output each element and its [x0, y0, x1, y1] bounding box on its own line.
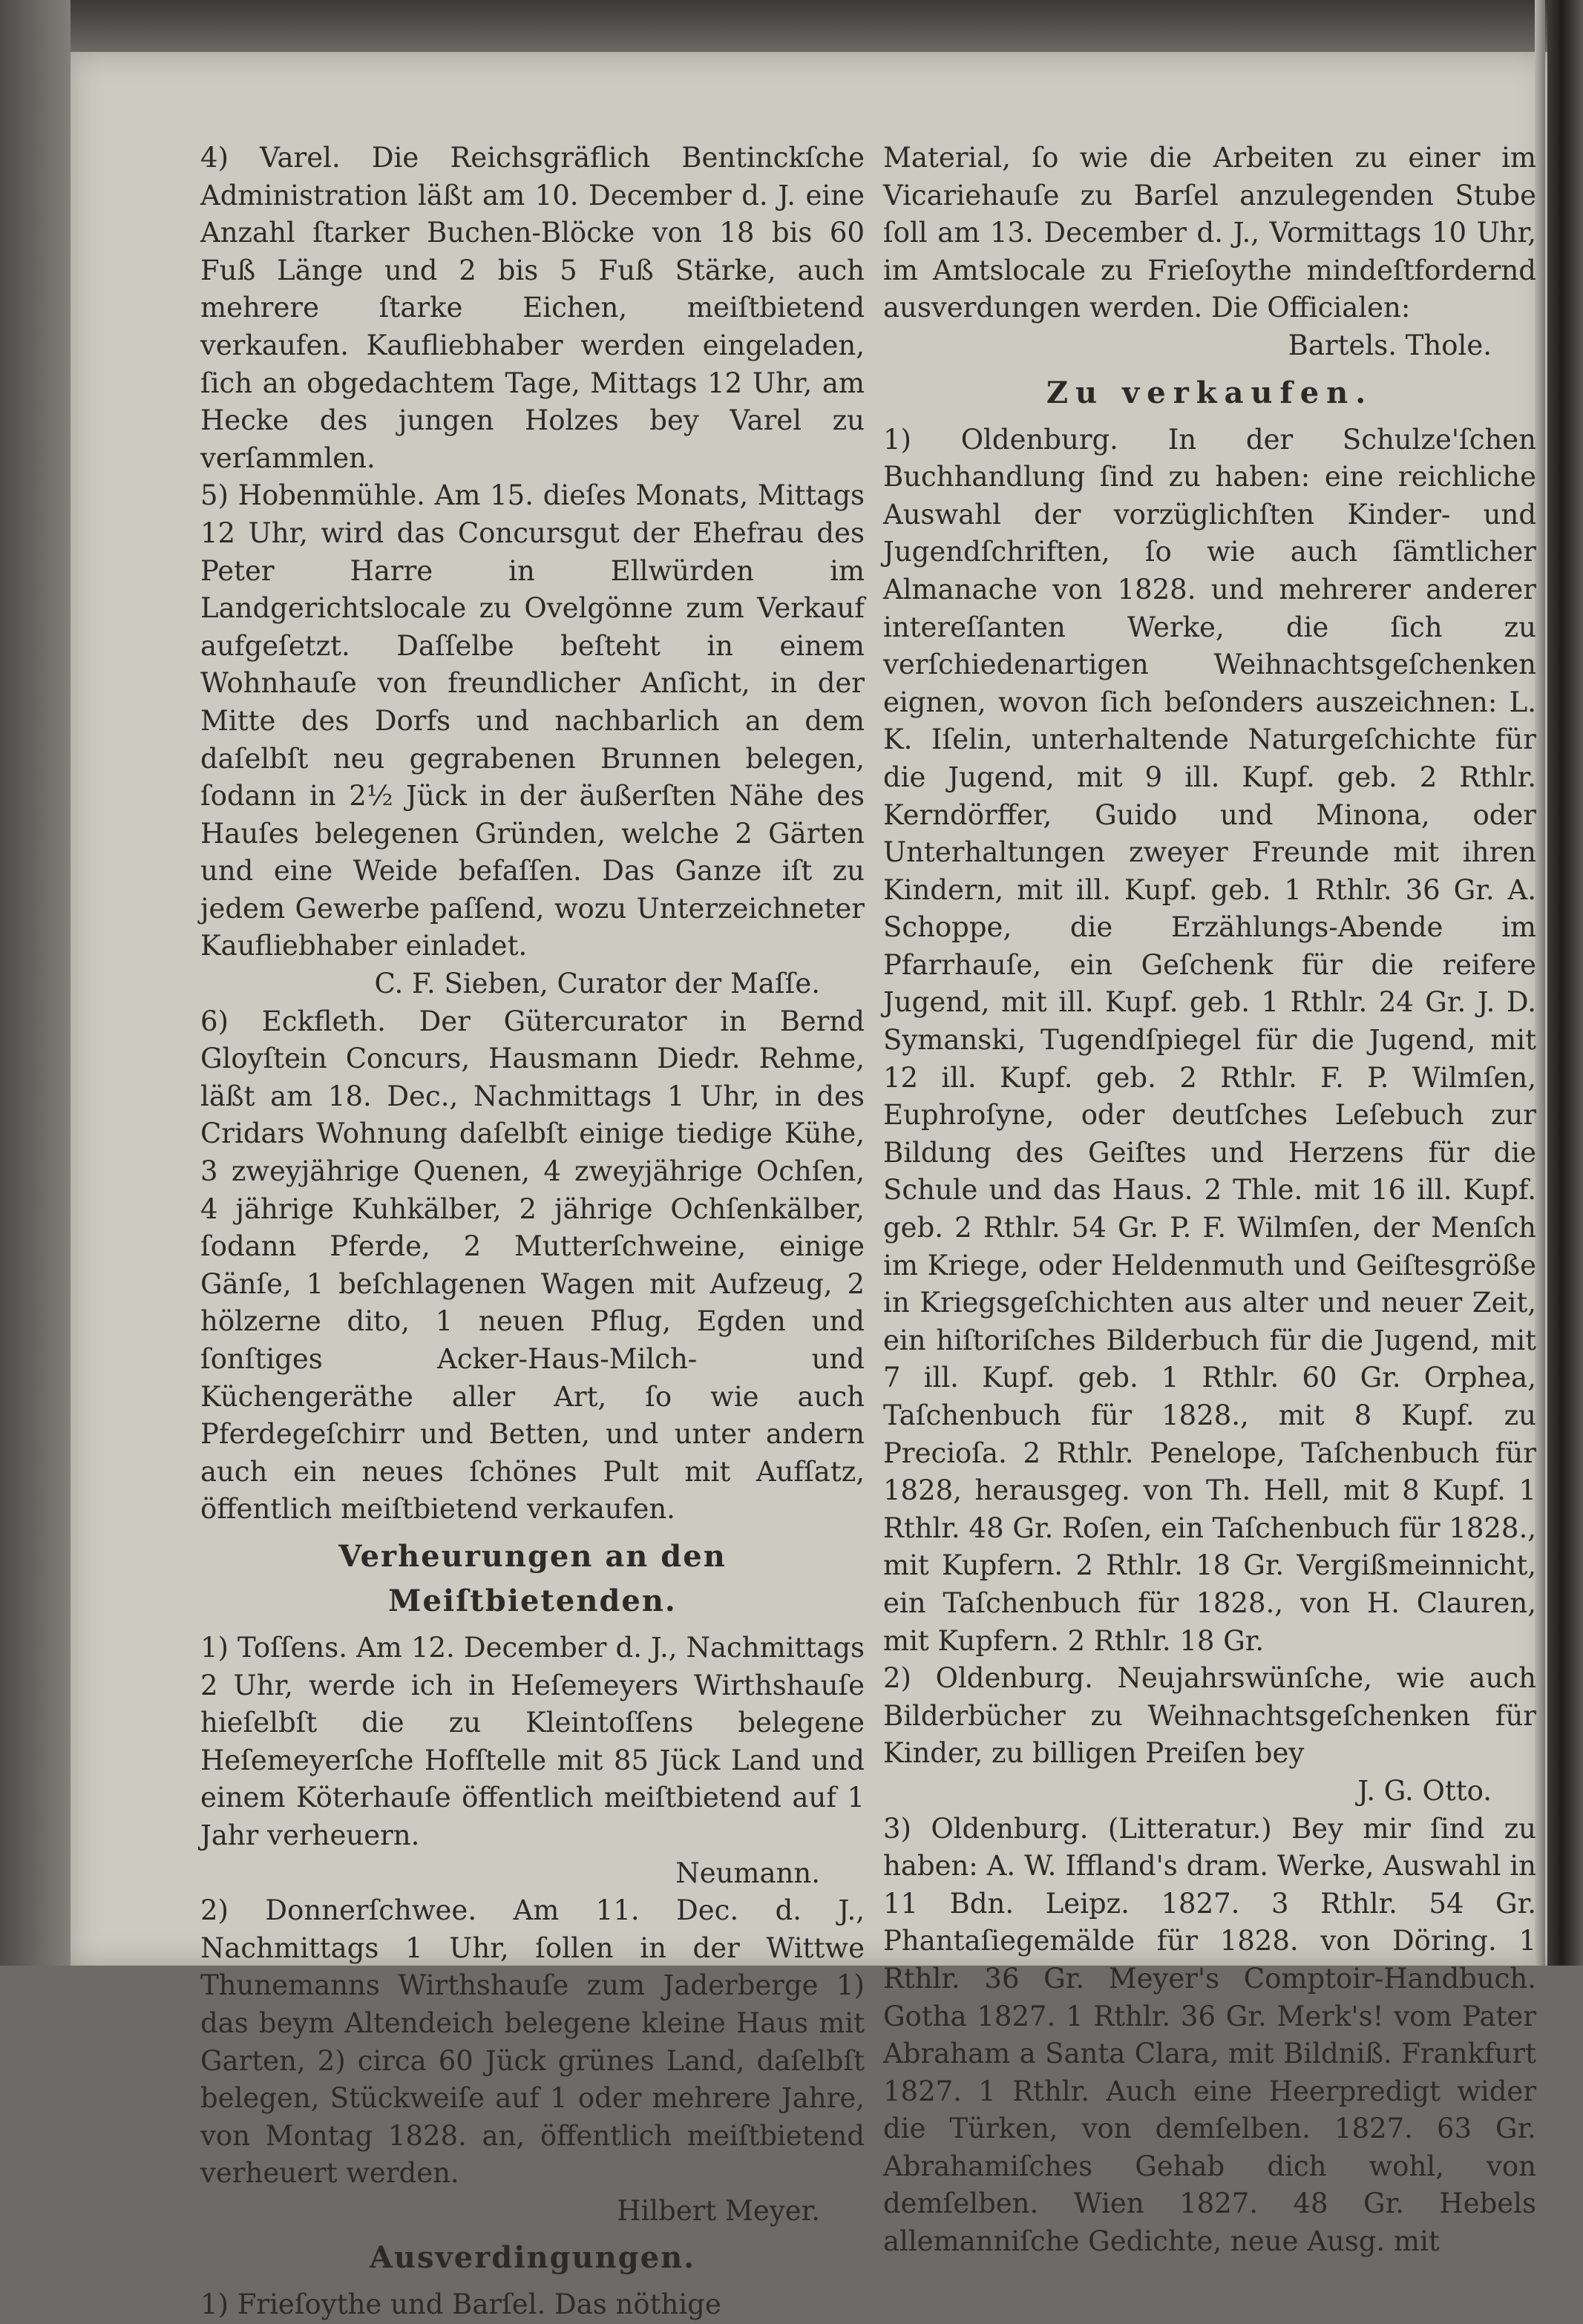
notice-hobenmuehle: 5) Hobenmühle. Am 15. dieſes Monats, Mittags 12 Uhr, wird das Concursgut der Ehefrau des Peter Harre in Ellwürden im Landgerichtslocale zu Ovelgönne zum Verkauf aufgeſetzt. Daſſelbe beſteht in einem Wohnhauſe von freundlicher Anſicht, in der Mitte des Dorfs und nachbarlich an dem daſelbſt neu gegrabenen Brunnen belegen, ſodann in 2½ Jück in der äußerſten Nähe des Hauſes belegenen Gründen, welche 2 Gärten und eine Weide befaſſen. Das Ganze iſt zu jedem Gewerbe paſſend, wozu Unterzeichneter Kaufliebhaber einladet.	[200, 479, 865, 962]
notice-oldenburg-schulze: 1) Oldenburg. In der Schulze'ſchen Buchhandlung ſind zu haben: eine reichliche Auswahl der vorzüglichſten Kinder- und Jugendſchriften, ſo wie auch ſämtlicher Almanache von 1828. und mehrerer anderer intereſſanten Werke, die ſich zu verſchiedenartigen Weihnachtsgeſchenken eignen, wovon ſich beſonders auszeichnen: L. K. Iſelin, unterhaltende Naturgeſchichte für die Jugend, mit 9 ill. Kupf. geb. 2 Rthlr. Kerndörffer, Guido und Minona, oder Unterhaltungen zweyer Freunde mit ihren Kindern, mit ill. Kupf. geb. 1 Rthlr. 36 Gr. A. Schoppe, die Erzählungs-Abende im Pfarrhauſe, ein Geſchenk für die reifere Jugend, mit ill. Kupf. geb. 1 Rthlr. 24 Gr. J. D. Symanski, Tugendſpiegel für die Jugend, mit 12 ill. Kupf. geb. 2 Rthlr. F. P. Wilmſen, Euphroſyne, oder deutſches Leſebuch zur Bildung des Geiſtes und Herzens für die Schule und das Haus. 2 Thle. mit 16 ill. Kupf. geb. 2 Rthlr. 54 Gr. P. F. Wilmſen, der Menſch im Kriege, oder Heldenmuth und Geiſtesgröße in Kriegsgeſchichten aus alter und neuer Zeit, ein hiſtoriſches Bilderbuch für die Jugend, mit 7 ill. Kupf. geb. 1 Rthlr. 60 Gr. Orphea, Taſchenbuch für 1828., mit 8 Kupf. zu Precioſa. 2 Rthlr. Penelope, Taſchenbuch für 1828, herausgeg. von Th. Hell, mit 8 Kupf. 1 Rthlr. 48 Gr. Roſen, ein Taſchenbuch für 1828., mit Kupfern. 2 Rthlr. 18 Gr. Vergißmeinnicht, ein Taſchenbuch für 1828., von H. Clauren, mit Kupfern. 2 Rthlr. 18 Gr.	[883, 423, 1536, 1657]
notice-oldenburg-neujahr: 2) Oldenburg. Neujahrswünſche, wie auch Bilderbücher zu Weihnachtsgeſchenken für Kinder, zu billigen Preiſen bey	[883, 1662, 1536, 1770]
heading-ausverdingungen: Ausverdingungen.	[369, 2240, 696, 2276]
signature-neumann: Neumann.	[675, 1857, 820, 1889]
signature-meyer: Hilbert Meyer.	[617, 2194, 820, 2227]
signature-officials: Bartels. Thole.	[1288, 329, 1492, 361]
heading-verheurungen: Verheurungen an den Meiſtbietenden.	[338, 1538, 727, 1618]
notice-friesoythe-continued: Material, ſo wie die Arbeiten zu einer im Vicariehauſe zu Barſel anzulegenden Stube ſoll am 13. December d. J., Vormittags 10 Uhr, im Amtslocale zu Frieſoythe mindeſtfordernd ausverdungen werden. Die Officialen:	[883, 142, 1536, 324]
notice-donnerschwee: 2) Donnerſchwee. Am 11. Dec. d. J., Nachmittags 1 Uhr, ſollen in der Wittwe Thunemanns Wirthshauſe zum Jaderberge 1) das beym Altendeich belegene kleine Haus mit Garten, 2) circa 60 Jück grünes Land, daſelbſt belegen, Stückweiſe auf 1 oder mehrere Jahre, von Montag 1828. an, öffentlich meiſtbietend verheuert werden.	[200, 1894, 865, 2190]
signature-otto: J. G. Otto.	[1357, 1774, 1492, 1807]
notice-eckfleth: 6) Eckfleth. Der Gütercurator in Bernd Gloyſtein Concurs, Hausmann Diedr. Rehme, läßt am 18. Dec., Nachmittags 1 Uhr, in des Cridars Wohnung daſelbſt einige tiedige Kühe, 3 zweyjährige Quenen, 4 zweyjährige Ochſen, 4 jährige Kuhkälber, 2 jährige Ochſenkälber, ſodann Pferde, 2 Mutterſchweine, einige Gänſe, 1 beſchlagenen Wagen mit Aufzeug, 2 hölzerne dito, 1 neuen Pflug, Egden und ſonſtiges Acker-Haus-Milch- und Küchengeräthe aller Art, ſo wie auch Pferdegeſchirr und Betten, und unter andern auch ein neues ſchönes Pult mit Aufſatz, öffentlich meiſtbietend verkaufen.	[200, 1005, 865, 1526]
scan-left-shadow	[0, 0, 71, 1966]
left-column	[200, 139, 865, 2324]
notice-oldenburg-litteratur: 3) Oldenburg. (Litteratur.) Bey mir ſind zu haben: A. W. Iffland's dram. Werke, Auswahl in 11 Bdn. Leipz. 1827. 3 Rthlr. 54 Gr. Phantaſiegemälde für 1828. von Döring. 1 Rthlr. 36 Gr. Meyer's Comptoir-Handbuch. Gotha 1827. 1 Rthlr. 36 Gr. Merk's! vom Pater Abraham a Santa Clara, mit Bildniß. Frankfurt 1827. 1 Rthlr. Auch eine Heerpredigt wider die Türken, von demſelben. 1827. 63 Gr. Abrahamiſches Gehab dich wohl, von demſelben. Wien 1827. 48 Gr. Hebels allemanniſche Gedichte, neue Ausg. mit	[883, 1812, 1536, 2258]
scan-top-shadow	[0, 0, 1583, 52]
notice-varel: 4) Varel. Die Reichsgräflich Bentinckſche Administration läßt am 10. December d. J. eine Anzahl ſtarker Buchen-Blöcke von 18 bis 60 Fuß Länge und 2 bis 5 Fuß Stärke, auch mehrere ſtarke Eichen, meiſtbietend verkaufen. Kaufliebhaber werden eingeladen, ſich an obgedachtem Tage, Mittags 12 Uhr, am Hecke des jungen Holzes bey Varel zu verſammlen.	[200, 142, 865, 474]
heading-zu-verkaufen: Zu verkaufen.	[1046, 375, 1374, 410]
book-spine	[1547, 0, 1583, 1966]
notice-friesoythe: 1) Frieſoythe und Barſel. Das nöthige	[200, 2288, 721, 2321]
page-edge	[1535, 0, 1545, 1966]
right-column	[883, 139, 1536, 2261]
signature-sieben: C. F. Sieben, Curator der Maſſe.	[374, 968, 820, 1000]
notice-tossens: 1) Toſſens. Am 12. December d. J., Nachmittags 2 Uhr, werde ich in Heſemeyers Wirthshauſe hieſelbſt die zu Kleintoſſens belegene Heſemeyerſche Hofſtelle mit 85 Jück Land und einem Köterhauſe öffentlich meiſtbietend auf 1 Jahr verheuern.	[200, 1631, 865, 1851]
